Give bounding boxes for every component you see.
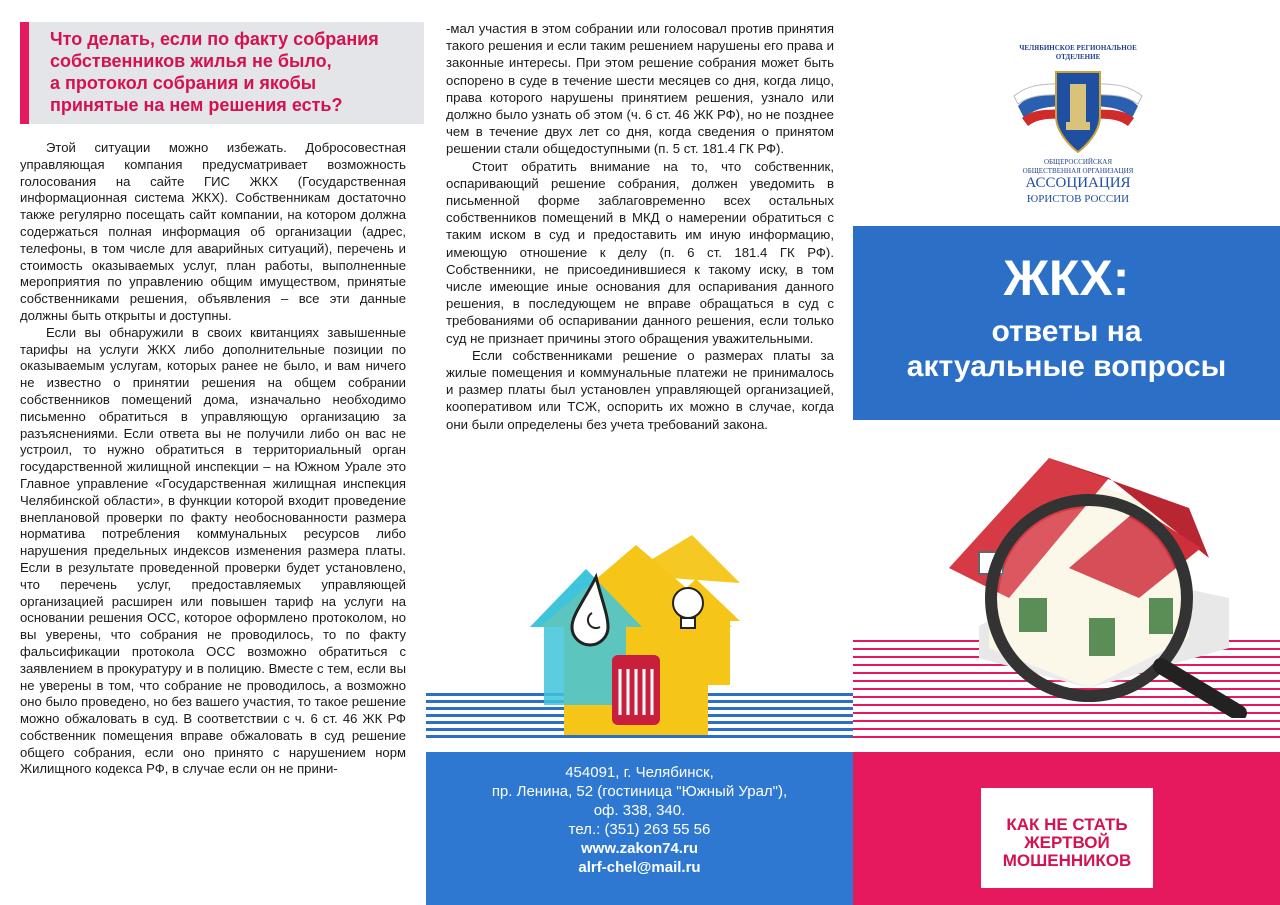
paragraph: Этой ситуации можно избежать. Добросовестная управляющая компания предусматривает возможность голосования на сайте ГИС ЖКХ (Государственная информационная система ЖКХ). Собственникам достаточно также регулярно посещать сайт компании, на котором должна содержаться полная информация об организации (адрес, телефоны, в том числе для аварийных ситуаций), перечень и стоимость оказываемых услуг, план работы, выполненные мероприятия по управлению общим имуществом, принятые собственниками решения, объявления – все эти данные должны быть открыты и доступны. xyxy=(20,140,406,323)
question-line: принятые на нем решения есть? xyxy=(50,95,343,115)
question-title xyxy=(50,28,420,116)
paragraph: Стоит обратить внимание на то, что собственник, оспаривающий решение собрания, должен уведомить в письменной форме заблаговременно всех остальных собственников помещений в МКД о намерении обратиться с таким иском в суд и предоставить им иную информацию, имеющую отношение к делу (п. 6 ст. 181.4 ГК РФ). Собственники, не присоединившиеся к такому иску, в том числе имеющие иные основания для оспаривания данного решения, в последующем не вправе обращаться в суд с требованиями об оспаривании данного решения, если только суд не признает причины этого обращения уважительными. xyxy=(446,158,834,346)
contact-footer xyxy=(426,752,853,905)
org-name-line: АССОЦИАЦИЯ xyxy=(1025,175,1131,191)
right-panel xyxy=(853,0,1280,905)
paragraph: Если вы обнаружили в своих квитанциях завышенные тарифы на услуги ЖКХ либо дополнительные позиции по оказываемым услугам, которых ранее не было, и вам ничего не известно о принятии решения на общем собрании собственников помещений дома, изначально необходимо письменно обратиться в управляющую организацию за разъяснениями. Если ответа вы не получили либо он вас не устроил, то нужно обратиться в территориальный орган государственной жилищной инспекции – на Южном Урале это Главное управление «Государственная жилищная инспекция Челябинской области», в функции которой входит проведение внеплановой проверки по факту необоснованности размера норматива потребления коммунальных ресурсов либо нарушения предельных индексов изменения размера платы. Если в результате проведенной проверки будет установлено, что перечень услуг, предоставляемых управляющей организацией расширен или повышен тариф на услуги на основании решения ОСС, которое оформлено протоколом, но вы уверены, что собрания не проводилось, то по факту фальсификации протокола ОСС возможно обратиться с заявлением в прокуратуру и в полицию. Вместе с тем, если вы не уверены в том, что собрание не проводилось, а возможно оно было проведено, но без вашего участия, то такое решение можно обжаловать в суд. В соответствии с ч. 6 ст. 46 ЖК РФ собственник помещения вправе обжаловать в суд решение общего собрания, если оно принято с нарушением норм Жилищного кодекса РФ, в случае если он не прини- xyxy=(20,324,406,777)
phone-line: тел.: (351) 263 55 56 xyxy=(568,821,711,838)
middle-body-text xyxy=(446,20,834,433)
paragraph: -мал участия в этом собрании или голосовал против принятия такого решения и если таким решением нарушены его права и законные интересы. При этом решение собрания может быть оспорено в суде в течение шести месяцев со дня, когда лицо, права которого нарушены принятием решения, узнало или должно было узнать об этом (ч. 6 ст. 46 ЖК РФ), но не позднее чем в течение двух лет со дня, когда сведения о принятом решении стали общедоступными (п. 5 ст. 181.4 ГК РФ). xyxy=(446,21,834,157)
middle-panel xyxy=(426,0,853,905)
accent-bar xyxy=(20,22,29,124)
org-type xyxy=(1013,158,1143,176)
title-banner xyxy=(853,226,1280,420)
left-panel xyxy=(0,0,426,905)
question-line: Что делать, если по факту собрания xyxy=(50,29,379,49)
brochure-subtitle xyxy=(853,314,1280,384)
website-link[interactable]: www.zakon74.ru xyxy=(581,840,698,857)
warning-line: КАК НЕ СТАТЬ xyxy=(1006,815,1128,834)
question-line: собственников жилья не было, xyxy=(50,51,332,71)
warning-box xyxy=(981,788,1153,888)
org-type-line: ОБЩЕРОССИЙСКАЯ xyxy=(1043,158,1113,166)
org-name xyxy=(1013,176,1143,207)
warning-line: ЖЕРТВОЙ xyxy=(1024,833,1110,852)
org-region-line: ЧЕЛЯБИНСКОЕ РЕГИОНАЛЬНОЕ xyxy=(1019,44,1137,52)
subtitle-line: ответы на xyxy=(991,315,1142,348)
org-region-line: ОТДЕЛЕНИЕ xyxy=(1055,53,1101,61)
subtitle-line: актуальные вопросы xyxy=(906,350,1227,383)
email-link[interactable]: alrf-chel@mail.ru xyxy=(578,859,701,876)
utilities-house-icon xyxy=(526,535,746,750)
question-line: а протокол собрания и якобы xyxy=(50,73,317,93)
org-region xyxy=(1013,44,1143,62)
address-line: пр. Ленина, 52 (гостиница "Южный Урал"), xyxy=(491,783,788,800)
brochure-title: ЖКХ: xyxy=(1003,250,1130,306)
org-type-line: ОБЩЕСТВЕННАЯ ОРГАНИЗАЦИЯ xyxy=(1022,167,1134,175)
question-box xyxy=(20,22,424,124)
paragraph: Если собственниками решение о размерах платы за жилые помещения и коммунальные платежи не принималось и размер платы был установлен управляющей организацией, кооперативом или ТСЖ, оспорить их можно в случае, когда они были определены без учета требований закона. xyxy=(446,347,834,432)
org-name-line: ЮРИСТОВ РОССИИ xyxy=(1026,193,1130,205)
warning-footer xyxy=(853,752,1280,905)
house-magnifier-icon xyxy=(939,448,1269,718)
left-body-text xyxy=(20,140,406,778)
warning-line: МОШЕННИКОВ xyxy=(1002,851,1132,870)
association-emblem-icon xyxy=(1008,66,1148,156)
office-line: оф. 338, 340. xyxy=(593,802,686,819)
address-line: 454091, г. Челябинск, xyxy=(565,764,714,781)
